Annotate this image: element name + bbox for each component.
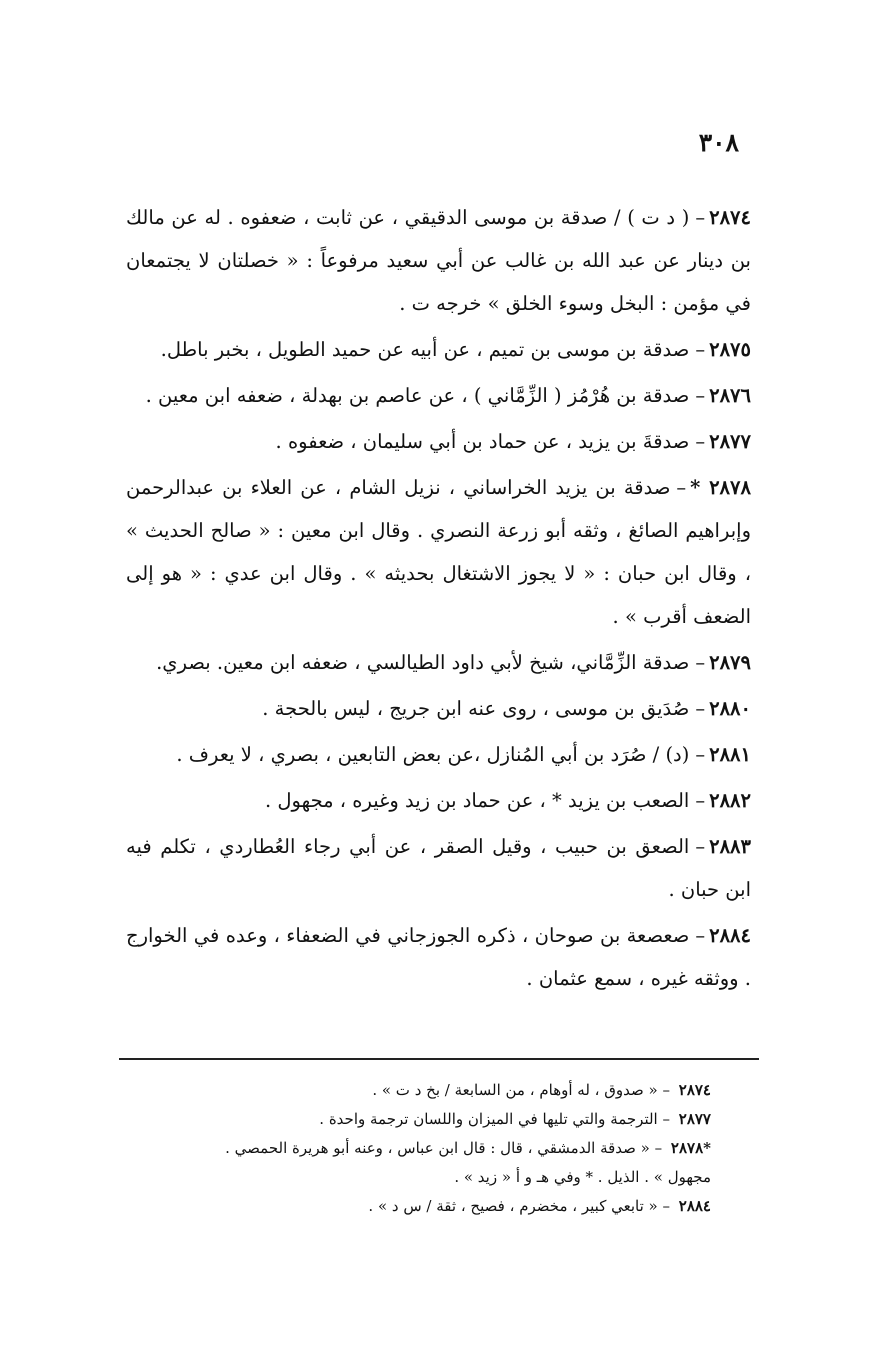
entry-text: صدقة بن موسى بن تميم ، عن أبيه عن حميد الطويل ، بخبر باطل.	[160, 338, 690, 361]
footnote-2877: ٢٨٧٧ – الترجمة والتي تليها في الميزان واللسان ترجمة واحدة .	[319, 1110, 711, 1128]
entry-2878: ٢٨٧٨ *–صدقة بن يزيد الخراساني ، نزيل الشام ، عن العلاء بن عبدالرحمن وإبراهيم الصائغ ، وثقه أبو زرعة النصري . وقال ابن معين : « صالح الحديث » ، وقال ابن حبان : « لا يجوز الاشتغال بحديثه » . وقال ابن عدي : « هو إلى الضعف أقرب » .	[126, 476, 751, 628]
footnote-text: « تابعي كبير ، مخضرم ، فصيح ، ثقة / س د » .	[368, 1197, 658, 1215]
entry-number: ٢٨٧٤	[709, 206, 751, 229]
entry-text: صدقةَ بن يزيد ، عن حماد بن أبي سليمان ، ضعفوه .	[275, 430, 690, 453]
footnote-text: الترجمة والتي تليها في الميزان واللسان ترجمة واحدة .	[319, 1110, 658, 1128]
footnote-text: « صدوق ، له أوهام ، من السابعة / بخ د ت » .	[372, 1081, 658, 1099]
entry-number: ٢٨٧٦	[709, 384, 751, 407]
entry-2879: ٢٨٧٩–صدقة الزِّمَّاني، شيخ لأبي داود الطيالسي ، ضعفه ابن معين. بصري.	[156, 651, 751, 674]
footnote-2874: ٢٨٧٤ – « صدوق ، له أوهام ، من السابعة / بخ د ت » .	[372, 1081, 711, 1099]
entry-2880: ٢٨٨٠–صُدَيق بن موسى ، روى عنه ابن جريج ، ليس بالحجة .	[262, 697, 751, 720]
footnote-number: ٢٨٨٤	[678, 1197, 711, 1215]
entry-text: صعصعة بن صوحان ، ذكره الجوزجاني في الضعفاء ، وعده في الخوارج . ووثقه غيره ، سمع عثمان .	[126, 924, 751, 990]
entry-text: صدقة الزِّمَّاني، شيخ لأبي داود الطيالسي ، ضعفه ابن معين. بصري.	[156, 651, 690, 674]
footnote-2884: ٢٨٨٤ – « تابعي كبير ، مخضرم ، فصيح ، ثقة / س د » .	[368, 1197, 711, 1215]
entry-number: ٢٨٨٤	[709, 924, 751, 947]
footnotes-list	[126, 1076, 711, 1221]
entry-text: الصعب بن يزيد * ، عن حماد بن زيد وغيره ، مجهول .	[264, 789, 690, 812]
entry-number: ٢٨٧٩	[709, 651, 751, 674]
footnote-2878: *٢٨٧٨ – « صدقة الدمشقي ، قال : قال ابن عباس ، وعنه أبو هريرة الحمصي .	[225, 1139, 711, 1157]
footnote-2878-continued	[126, 1163, 711, 1192]
entry-text: صدقة بن يزيد الخراساني ، نزيل الشام ، عن العلاء بن عبدالرحمن وإبراهيم الصائغ ، وثقه أبو زرعة النصري . وقال ابن معين : « صالح الحديث » ، وقال ابن حبان : « لا يجوز الاشتغال بحديثه » . وقال ابن عدي : « هو إلى الضعف أقرب » .	[126, 476, 751, 628]
entries-list	[126, 196, 751, 1003]
entry-number: ٢٨٧٧	[709, 430, 751, 453]
footnote-number: ٢٨٧٤	[678, 1081, 711, 1099]
entry-2876: ٢٨٧٦–صدقة بن هُرْمُز ( الزِّمَّاني ) ، عن عاصم بن بهدلة ، ضعفه ابن معين .	[145, 384, 751, 407]
entry-2884: ٢٨٨٤–صعصعة بن صوحان ، ذكره الجوزجاني في الضعفاء ، وعده في الخوارج . ووثقه غيره ، سمع عثمان .	[126, 924, 751, 990]
entry-text: صُدَيق بن موسى ، روى عنه ابن جريج ، ليس بالحجة .	[262, 697, 690, 720]
entry-number: ٢٨٨١	[709, 743, 751, 766]
footnote-text: مجهول » . الذيل . * وفي هـ و أ « زيد » .	[454, 1168, 711, 1186]
entry-number: ٢٨٧٨ *	[690, 476, 751, 499]
footnote-number: ٢٨٧٧	[678, 1110, 711, 1128]
entry-2883: ٢٨٨٣–الصعق بن حبيب ، وقيل الصقر ، عن أبي رجاء العُطاردي ، تكلم فيه ابن حبان .	[126, 835, 751, 901]
entry-text: الصعق بن حبيب ، وقيل الصقر ، عن أبي رجاء العُطاردي ، تكلم فيه ابن حبان .	[126, 835, 751, 901]
entry-text: ( د ت ) / صدقة بن موسى الدقيقي ، عن ثابت ، ضعفوه . له عن مالك بن دينار عن عبد الله بن غالب عن أبي سعيد مرفوعاً : « خصلتان لا يجتمعان في مؤمن : البخل وسوء الخلق » خرجه ت .	[126, 206, 751, 315]
entry-number: ٢٨٨٠	[709, 697, 751, 720]
footnote-number: *٢٨٧٨	[670, 1139, 711, 1157]
entry-2882: ٢٨٨٢–الصعب بن يزيد * ، عن حماد بن زيد وغيره ، مجهول .	[264, 789, 751, 812]
entry-2881: ٢٨٨١–(د) / صُرَد بن أبي المُنازل ،عن بعض التابعين ، بصري ، لا يعرف .	[176, 743, 751, 766]
entry-2874: ٢٨٧٤–( د ت ) / صدقة بن موسى الدقيقي ، عن ثابت ، ضعفوه . له عن مالك بن دينار عن عبد الله بن غالب عن أبي سعيد مرفوعاً : « خصلتان لا يجتمعان في مؤمن : البخل وسوء الخلق » خرجه ت .	[126, 206, 751, 315]
entry-2875: ٢٨٧٥–صدقة بن موسى بن تميم ، عن أبيه عن حميد الطويل ، بخبر باطل.	[160, 338, 751, 361]
footnote-text: « صدقة الدمشقي ، قال : قال ابن عباس ، وعنه أبو هريرة الحمصي .	[225, 1139, 650, 1157]
entry-number: ٢٨٨٢	[709, 789, 751, 812]
entry-number: ٢٨٨٣	[709, 835, 751, 858]
entry-2877: ٢٨٧٧–صدقةَ بن يزيد ، عن حماد بن أبي سليمان ، ضعفوه .	[275, 430, 751, 453]
page-number: ٣٠٨	[698, 128, 739, 157]
entry-text: صدقة بن هُرْمُز ( الزِّمَّاني ) ، عن عاصم بن بهدلة ، ضعفه ابن معين .	[145, 384, 690, 407]
footnote-separator	[119, 1058, 759, 1060]
entry-number: ٢٨٧٥	[709, 338, 751, 361]
entry-text: (د) / صُرَد بن أبي المُنازل ،عن بعض التابعين ، بصري ، لا يعرف .	[176, 743, 690, 766]
